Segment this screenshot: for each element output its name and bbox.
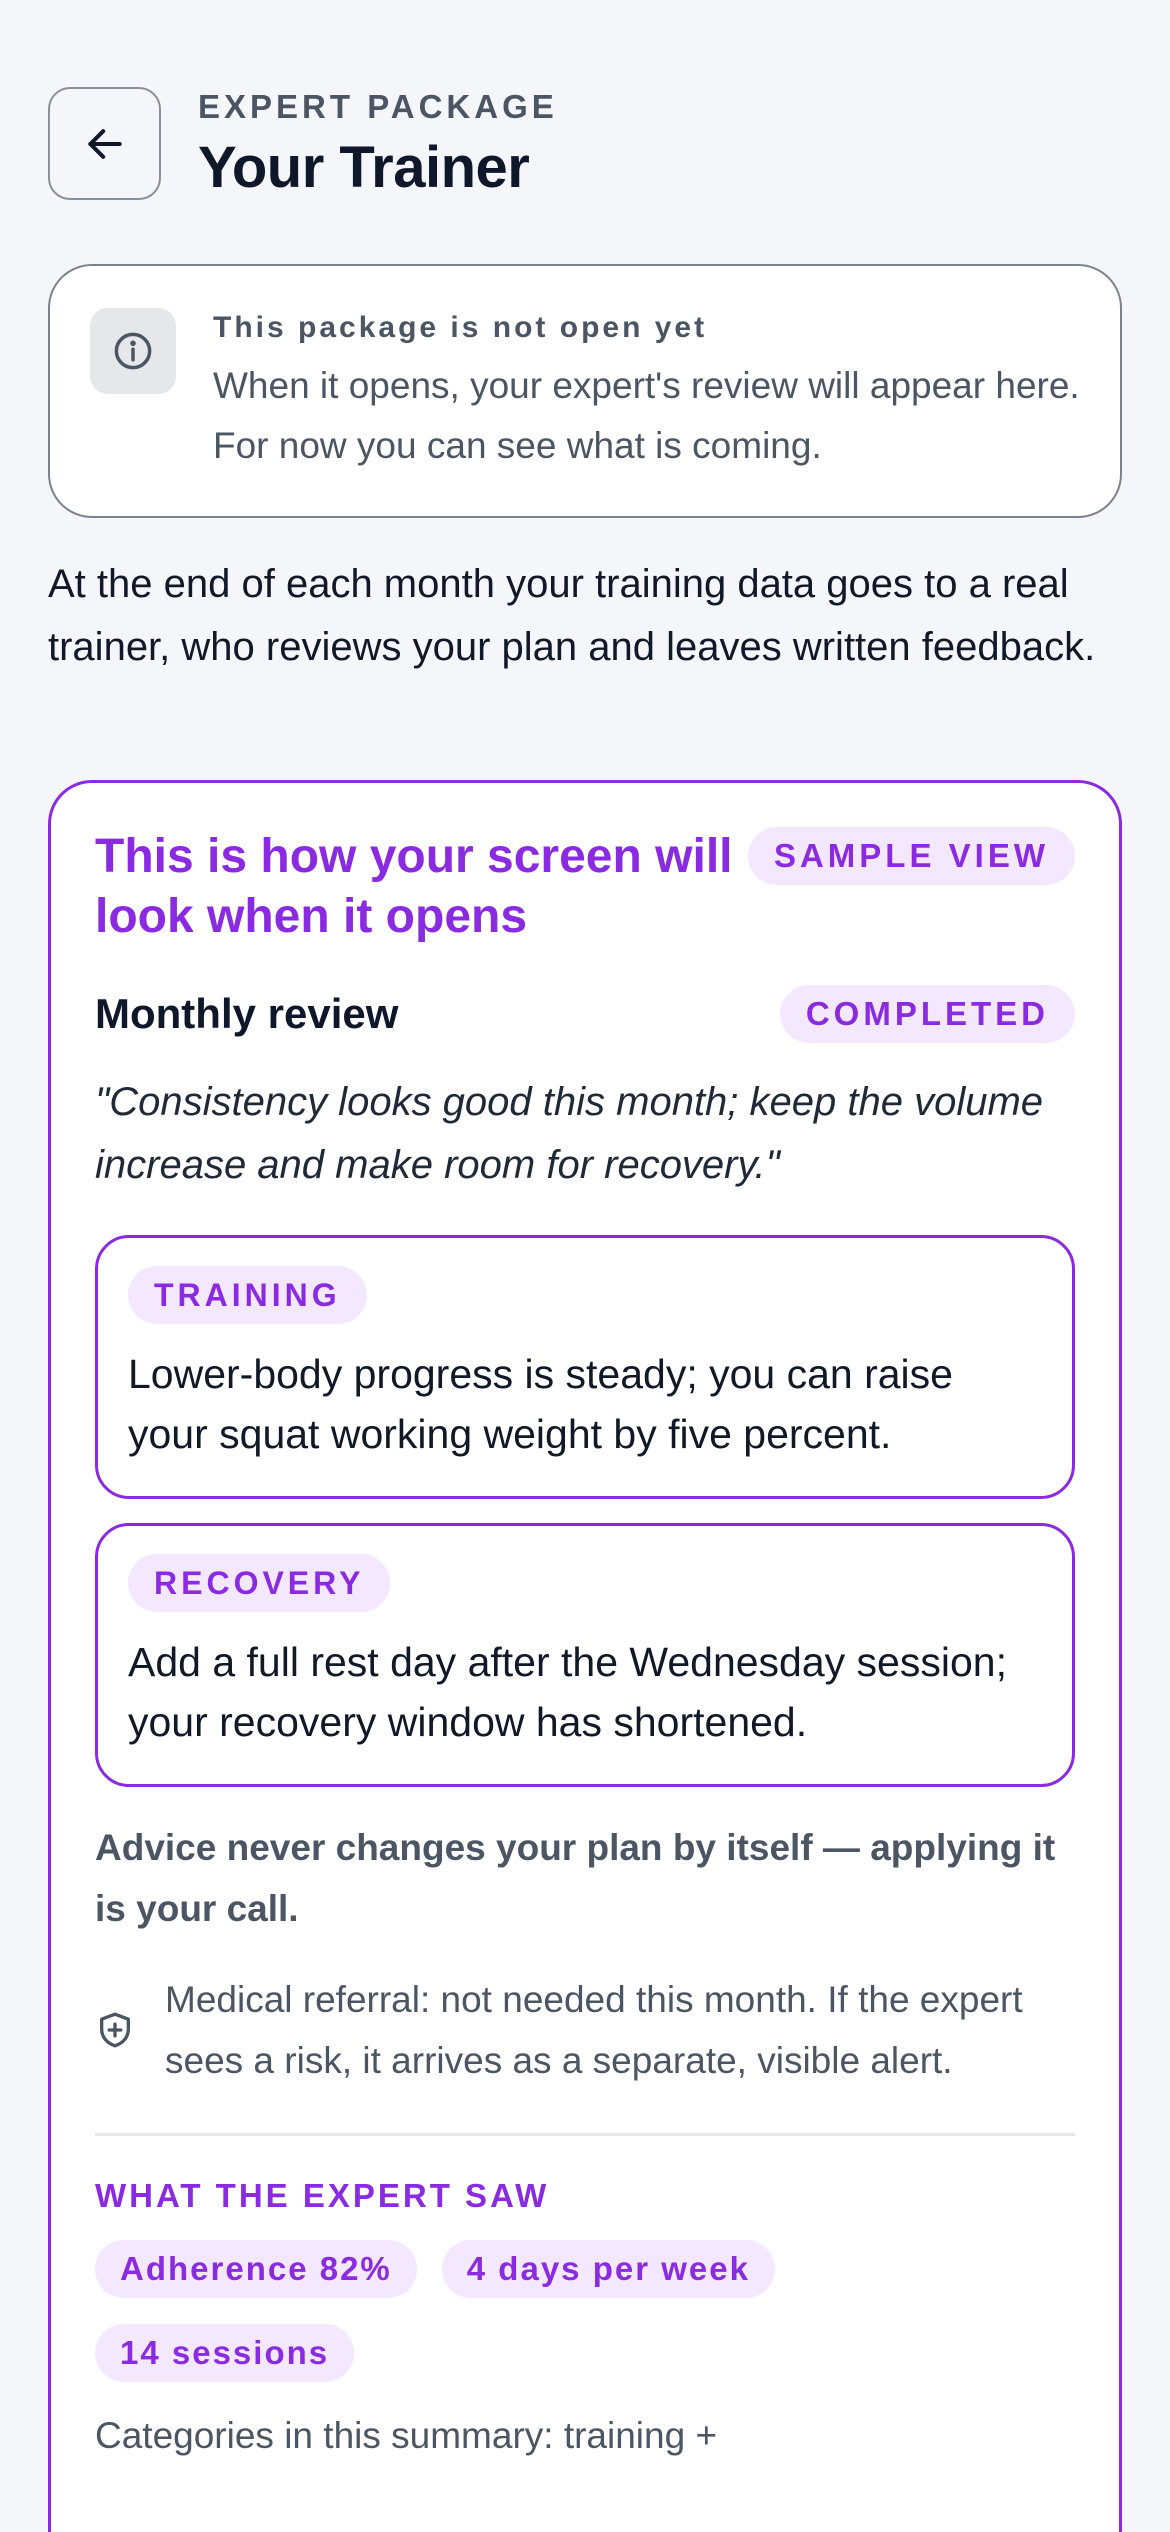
sample-title: This is how your screen will look when it opens xyxy=(95,830,733,943)
sample-view-badge: SAMPLE VIEW xyxy=(748,827,1075,885)
metric-chip: Adherence 82% xyxy=(95,2240,417,2298)
back-button[interactable] xyxy=(48,87,161,200)
info-icon xyxy=(90,308,176,394)
sample-card-header xyxy=(95,827,1075,947)
review-row xyxy=(95,985,1075,1043)
sample-card xyxy=(48,780,1122,2532)
review-quote: "Consistency looks good this month; keep the volume increase and make room for recovery." xyxy=(95,1080,1044,1187)
locked-notice xyxy=(48,264,1122,518)
header-text xyxy=(198,87,558,203)
notice-text: When it opens, your expert's review will appear here. For now you can see what is coming. xyxy=(213,365,1080,466)
header xyxy=(48,87,558,203)
advice-text: Add a full rest day after the Wednesday session; your recovery window has shortened. xyxy=(128,1639,1007,1745)
advice-text: Lower-body progress is steady; you can raise your squat working weight by five percent. xyxy=(128,1351,953,1457)
status-badge: COMPLETED xyxy=(780,985,1075,1043)
arrow-left-icon xyxy=(83,122,127,166)
advice-card-recovery xyxy=(95,1523,1075,1787)
notice-body xyxy=(213,306,1080,516)
referral-text: Medical referral: not needed this month. If the expert sees a risk, it arrives as a separate, visible alert. xyxy=(165,1979,1023,2081)
expert-saw-label: WHAT THE EXPERT SAW xyxy=(95,2177,550,2214)
page-title: Your Trainer xyxy=(198,135,530,200)
metric-chip: 4 days per week xyxy=(442,2240,775,2298)
advice-card-training xyxy=(95,1235,1075,1499)
advice-tag: RECOVERY xyxy=(128,1554,390,1612)
shield-plus-icon xyxy=(95,2010,135,2050)
advice-tag: TRAINING xyxy=(128,1266,367,1324)
page-eyebrow: EXPERT PACKAGE xyxy=(198,88,558,125)
medical-referral xyxy=(95,1969,1075,2091)
review-title: Monthly review xyxy=(95,990,399,1037)
intro-text: At the end of each month your training data goes to a real trainer, who reviews your plan and leaves written feedback. xyxy=(48,562,1096,669)
categories-text: Categories in this summary: training + xyxy=(95,2415,718,2456)
divider xyxy=(95,2133,1075,2136)
advice-note: Advice never changes your plan by itself — applying it is your call. xyxy=(95,1827,1056,1929)
notice-title: This package is not open yet xyxy=(213,311,708,344)
expert-saw-chips xyxy=(95,2240,995,2408)
metric-chip: 14 sessions xyxy=(95,2324,354,2382)
